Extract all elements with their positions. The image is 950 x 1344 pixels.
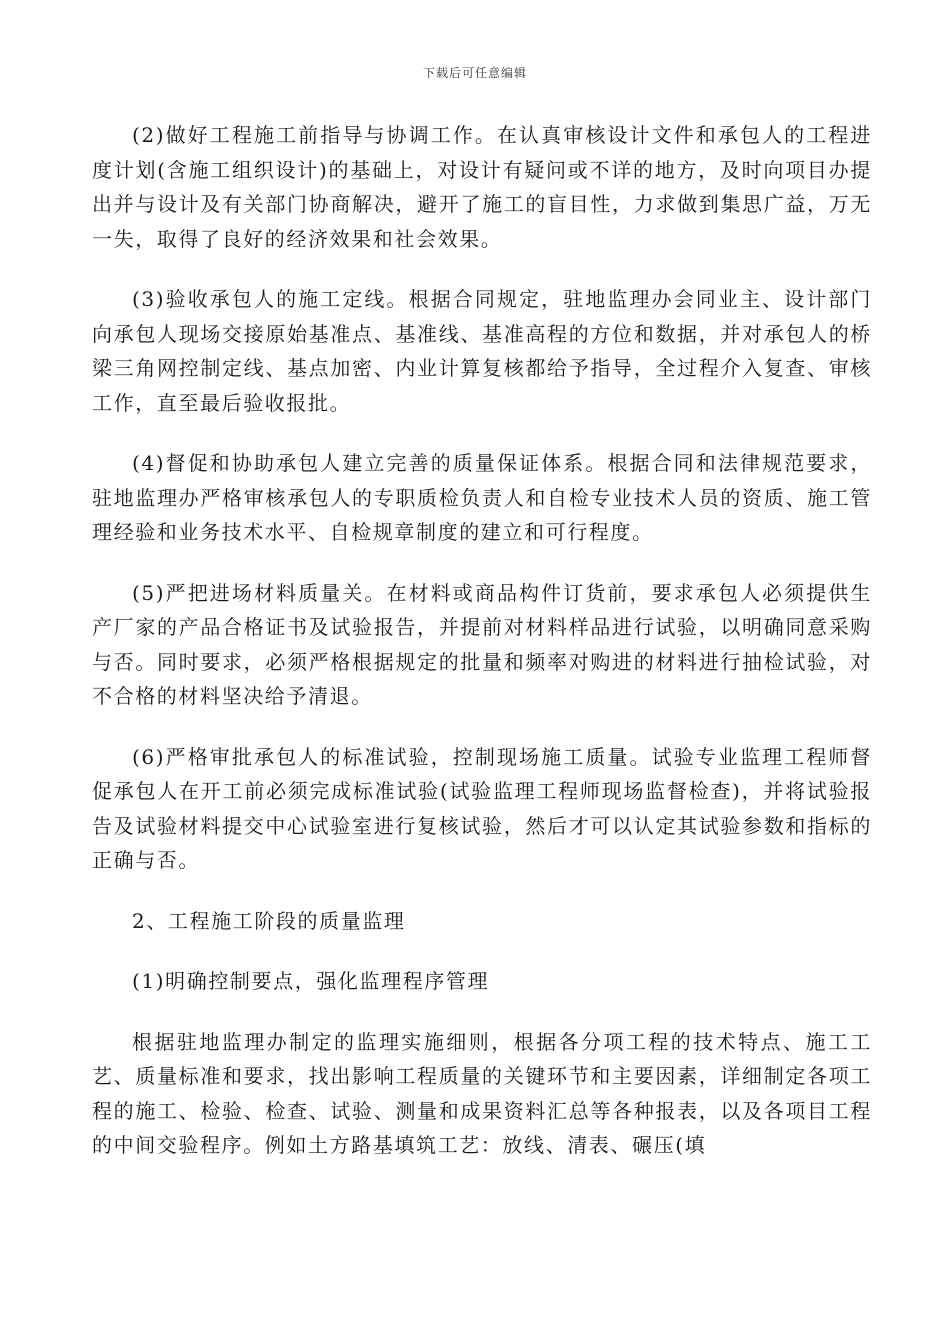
paragraph-standard-tests: (6)严格审批承包人的标准试验，控制现场施工质量。试验专业监理工程师督促承包人在开工前必须完成标准试验(试验监理工程师现场监督检查)，并将试验报告及试验材料提交中心试验室进行复核试验，然后才可以认定其试验参数和指标的正确与否。: [92, 744, 872, 872]
subsection-heading-control-points: (1)明确控制要点，强化监理程序管理: [132, 969, 490, 993]
section-heading-construction-phase: 2、工程施工阶段的质量监理: [132, 908, 406, 933]
paragraph-construction-setout: (3)验收承包人的施工定线。根据合同规定，驻地监理办会同业主、设计部门向承包人现场交接原始基准点、基准线、基准高程的方位和数据，并对承包人的桥梁三角网控制定线、基点加密、内业计算复核都给予指导，全过程介入复查、审核工作，直至最后验收报批。: [92, 287, 872, 415]
paragraph-material-quality: (5)严把进场材料质量关。在材料或商品构件订货前，要求承包人必须提供生产厂家的产品合格证书及试验报告，并提前对材料样品进行试验，以明确同意采购与否。同时要求，必须严格根据规定的批量和频率对购进的材料进行抽检试验，对不合格的材料坚决给予清退。: [92, 580, 872, 708]
paragraph-quality-system: (4)督促和协助承包人建立完善的质量保证体系。根据合同和法律规范要求，驻地监理办严格审核承包人的专职质检负责人和自检专业技术人员的资质、施工管理经验和业务技术水平、自检规章制度的建立和可行程度。: [92, 451, 872, 544]
paragraph-pre-construction-guidance: (2)做好工程施工前指导与协调工作。在认真审核设计文件和承包人的工程进度计划(含施工组织设计)的基础上，对设计有疑问或不详的地方，及时向项目办提出并与设计及有关部门协商解决，避开了施工的盲目性，力求做到集思广益，万无一失，取得了良好的经济效果和社会效果。: [92, 123, 872, 251]
document-body: [92, 118, 872, 1189]
page-header: 下载后可任意编辑: [422, 66, 527, 80]
paragraph-implementation-rules: 根据驻地监理办制定的监理实施细则，根据各分项工程的技术特点、施工工艺、质量标准和要求，找出影响工程质量的关键环节和主要因素，详细制定各项工程的施工、检验、检查、试验、测量和成果资料汇总等各种报表，以及各项目工程的中间交验程序。例如土方路基填筑工艺：放线、清表、碾压(填: [92, 1029, 872, 1157]
